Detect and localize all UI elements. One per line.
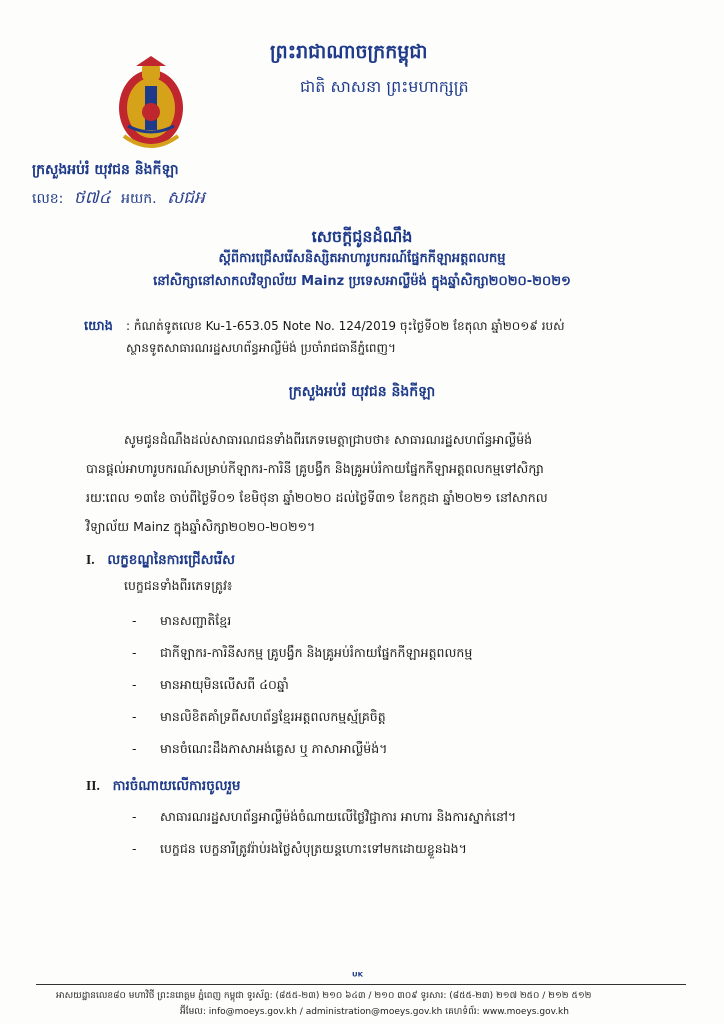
subject-line-1: ស្ដីពីការជ្រើសរើសនិស្សិតអាហារូបករណ៍ផ្នែកកីឡាអត្តពលកម្ម (218, 251, 506, 266)
reference-text-2: ស្ថានទូតសាធារណរដ្ឋសហព័ន្ធអាល្លឺម៉ង់ ប្រចាំរាជធានីភ្នំពេញ។ (126, 341, 396, 355)
document-title: សេចក្ដីជូនដំណឹង (311, 227, 413, 246)
national-motto: ជាតិ សាសនា ព្រះមហាក្សត្រ (300, 77, 469, 96)
section-2-heading (86, 777, 240, 797)
doc-number-suffix: អយក. (121, 191, 157, 207)
list-item-text: ជាកីឡាករ-ការិនីសកម្ម គ្រូបង្វឹក និងគ្រូអប់រំកាយផ្នែកកីឡាអត្តពលកម្ម (160, 645, 473, 660)
section-2-number: II. (86, 778, 100, 793)
reference-label: យោង (84, 319, 113, 334)
doc-number-handwritten-2: សជអ (167, 188, 205, 208)
section-1-heading (86, 551, 235, 571)
kingdom-title: ព្រះរាជាណាចក្រកម្ពុជា (270, 41, 428, 63)
section-1-intro: បេក្ខជនទាំងពីរភេទត្រូវ៖ (124, 578, 233, 593)
document-number (32, 187, 211, 212)
footer-contact: អ៊ីមែល: info@moeys.gov.kh / administration@moeys.gov.kh គេហទំព័រ: www.moeys.gov.kh (180, 1007, 569, 1017)
reference-text-1: : កំណត់ទូតលេខ Ku-1-653.05 Note No. 124/2019 ចុះថ្ងៃទី០២ ខែតុលា ឆ្នាំ២០១៩ របស់ (126, 319, 565, 333)
paragraph-line-1: សូមជូនដំណឹងដល់សាធារណជនទាំងពីរភេទមេត្តាជ្រាបថា៖ សាធារណរដ្ឋសហព័ន្ធអាល្លឺម៉ង់ (124, 432, 533, 447)
subject-line-2: នៅសិក្សានៅសាកលវិទ្យាល័យ Mainz ប្រទេសអាល្លឺម៉ង់ ក្នុងឆ្នាំសិក្សា២០២០-២០២១ (153, 274, 571, 289)
list-item: - មានចំណេះដឹងភាសាអង់គ្លេស ឬ ភាសាអាល្លឺម៉ង់។ (132, 741, 388, 756)
list-item-text: មានលិខិតគាំទ្រពីសហព័ន្ធខ្មែរអត្តពលកម្មស្ម័គ្រចិត្ត (160, 709, 386, 724)
paragraph-line-4: វិទ្យាល័យ Mainz ក្នុងឆ្នាំសិក្សា២០២០-២០២១។ (86, 519, 316, 534)
list-item: - មានលិខិតគាំទ្រពីសហព័ន្ធខ្មែរអត្តពលកម្មស្ម័គ្រចិត្ត (132, 709, 386, 724)
list-item: - មានសញ្ជាតិខ្មែរ (132, 613, 232, 628)
list-item-text: មានអាយុមិនលើសពី ៤០ឆ្នាំ (160, 677, 289, 692)
doc-number-label: លេខ: (32, 191, 64, 207)
section-2-title: ការចំណាយលើការចូលរួម (112, 778, 241, 794)
list-item-text: បេក្ខជន បេក្ខនារីត្រូវរ៉ាប់រងថ្លៃសំបុត្រយន្តហោះទៅមកដោយខ្លួនឯង។ (160, 841, 467, 856)
list-item: - ជាកីឡាករ-ការិនីសកម្ម គ្រូបង្វឹក និងគ្រូអប់រំកាយផ្នែកកីឡាអត្តពលកម្ម (132, 645, 473, 660)
list-item: - សាធារណរដ្ឋសហព័ន្ធអាល្លឺម៉ង់ចំណាយលើថ្លៃវិជ្ជាការ អាហារ និងការស្នាក់នៅ។ (132, 809, 517, 824)
ministry-name: ក្រសួងអប់រំ យុវជន និងកីឡា (32, 162, 179, 178)
footer-address: អាសយដ្ឋានលេខ៨០ មហាវិថី ព្រះនរោត្តម ភ្នំពេញ កម្ពុជា ទូរស័ព្ទ: (៨៥៥-២៣) ២១០ ៦៤៣ / ២១០ ៣០៩ ទូរសារ: (៨៥៥-២៣) ២១៧ ២៥០ / ២១២ ៥១២ (56, 991, 592, 1001)
list-item: - បេក្ខជន បេក្ខនារីត្រូវរ៉ាប់រងថ្លៃសំបុត្រយន្តហោះទៅមកដោយខ្លួនឯង។ (132, 841, 467, 856)
list-item-text: មានសញ្ជាតិខ្មែរ (160, 613, 232, 628)
list-item-text: សាធារណរដ្ឋសហព័ន្ធអាល្លឺម៉ង់ចំណាយលើថ្លៃវិជ្ជាការ អាហារ និងការស្នាក់នៅ។ (160, 809, 517, 824)
list-item: - មានអាយុមិនលើសពី ៤០ឆ្នាំ (132, 677, 289, 692)
paragraph-line-2: បានផ្ដល់អាហារូបករណ៍សម្រាប់កីឡាករ-ការិនី គ្រូបង្វឹក និងគ្រូអប់រំកាយផ្នែកកីឡាអត្តពលកម្មទៅសិក្សា (86, 461, 544, 476)
doc-number-handwritten: ថ៧៤ (73, 188, 111, 208)
section-1-number: I. (86, 552, 95, 567)
section-1-title: លក្ខខណ្ឌនៃការជ្រើសរើស (107, 552, 235, 568)
paragraph-line-3: រយៈពេល ១៣ខែ ចាប់ពីថ្ងៃទី០១ ខែមិថុនា ឆ្នាំ២០២០ ដល់ថ្ងៃទី៣១ ខែកក្កដា ឆ្នាំ២០២១ នៅសាកល (86, 490, 548, 505)
ministry-heading: ក្រសួងអប់រំ យុវជន និងកីឡា (288, 384, 436, 400)
list-item-text: មានចំណេះដឹងភាសាអង់គ្លេស ឬ ភាសាអាល្លឺម៉ង់។ (160, 741, 388, 756)
footer-mark: ᵁᴷ (352, 970, 363, 983)
footer-divider (36, 984, 686, 985)
ministry-emblem-icon (114, 56, 188, 152)
